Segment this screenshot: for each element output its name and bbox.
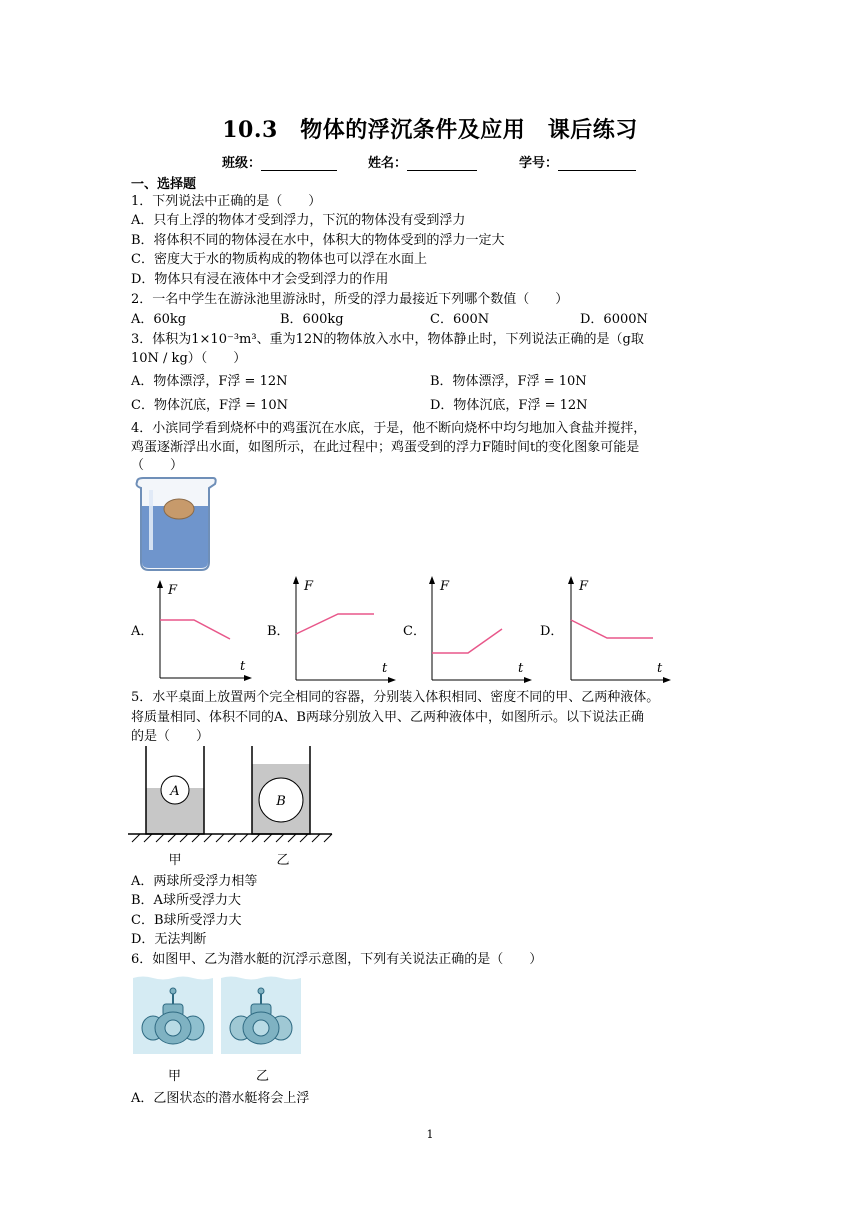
q5-stem-line1: 5．水平桌面上放置两个完全相同的容器，分别装入体积相同、密度不同的甲、乙两种液体。 <box>131 690 660 705</box>
q6-option-a: A．乙图状态的潜水艇将会上浮 <box>131 1091 310 1106</box>
q1-option-b: B．将体积不同的物体浸在水中，体积大的物体受到的浮力一定大 <box>131 233 505 248</box>
q2-option-a: A．60kg <box>131 312 187 327</box>
egg <box>164 499 194 519</box>
q1-option-c: C．密度大于水的物质构成的物体也可以浮在水面上 <box>131 252 427 267</box>
graph-d-y-arrow <box>568 576 574 584</box>
q5-stem-line3: 的是（ ） <box>131 729 210 744</box>
graph-c-t-label: t <box>518 661 524 676</box>
label-jia-q5: 甲 <box>168 853 182 868</box>
graph-c-y-arrow <box>429 576 435 584</box>
id-field <box>519 152 636 171</box>
q5-option-c: C．B球所受浮力大 <box>131 913 242 928</box>
graph-b-t-label: t <box>382 661 388 676</box>
graph-a-t-label: t <box>240 659 246 674</box>
q6-label-yi: 乙 <box>256 1069 270 1084</box>
id-blank <box>558 156 636 171</box>
containers-figure <box>128 744 334 870</box>
graph-b <box>288 574 398 684</box>
periscope-top-yi <box>258 988 264 994</box>
q4-stem-line2: 鸡蛋逐渐浮出水面，如图所示，在此过程中；鸡蛋受到的浮力F随时间t的变化图象可能是 <box>131 440 640 455</box>
q4-option-d-label: D． <box>540 624 564 639</box>
q2-option-b: B．600kg <box>280 312 344 327</box>
page-number: 1 <box>426 1128 434 1141</box>
q3-option-b: B．物体漂浮，F浮 = 10N <box>430 374 587 389</box>
graph-d-t-label: t <box>657 661 663 676</box>
graph-d-curve <box>571 620 653 638</box>
porthole-jia <box>165 1020 181 1036</box>
graph-b-curve <box>296 614 374 634</box>
graph-d-f-label: F <box>579 579 589 594</box>
class-label: 班级： <box>222 156 262 171</box>
q4-option-a-label: A． <box>131 624 154 639</box>
graph-c-x-arrow <box>524 677 532 683</box>
class-field <box>222 152 337 171</box>
table-hatching <box>132 834 332 842</box>
graph-a-f-label: F <box>168 583 178 598</box>
graph-c-f-label: F <box>440 579 450 594</box>
class-blank <box>261 156 337 171</box>
porthole-yi <box>253 1020 269 1036</box>
q3-option-c: C．物体沉底，F浮 = 10N <box>131 398 289 413</box>
submarine-yi <box>221 972 301 1056</box>
id-label: 学号： <box>519 156 559 171</box>
q6-stem: 6．如图甲、乙为潜水艇的沉浮示意图，下列有关说法正确的是（ ） <box>131 952 543 967</box>
q3-option-d: D．物体沉底，F浮 = 12N <box>430 398 588 413</box>
q6-label-jia: 甲 <box>168 1069 182 1084</box>
graph-d <box>563 574 673 684</box>
ball-a-label: A <box>170 784 180 799</box>
section-heading: 一、选择题 <box>131 177 197 192</box>
name-field <box>368 152 477 171</box>
q2-stem: 2．一名中学生在游泳池里游泳时，所受的浮力最接近下列哪个数值（ ） <box>131 292 569 307</box>
graph-a-y-arrow <box>157 580 163 588</box>
q4-stem-line3: （ ） <box>131 458 184 473</box>
name-label: 姓名： <box>368 156 408 171</box>
q3-stem-line2: 10N / kg）（ ） <box>131 351 247 366</box>
periscope-top-jia <box>170 988 176 994</box>
ball-b-label: B <box>276 794 286 809</box>
q5-stem-line2: 将质量相同、体积不同的A、B两球分别放入甲、乙两种液体中，如图所示。以下说法正确 <box>131 710 644 725</box>
q5-option-a: A．两球所受浮力相等 <box>131 874 258 889</box>
q3-option-a: A．物体漂浮，F浮 = 12N <box>131 374 288 389</box>
graph-a <box>152 578 254 682</box>
q3-stem-line1: 3．体积为1×10⁻³m³、重为12N的物体放入水中，物体静止时，下列说法正确的是（g取 <box>131 332 644 347</box>
submarine-jia <box>133 972 213 1056</box>
beaker-figure <box>131 476 219 572</box>
beaker-highlight <box>149 490 153 550</box>
graph-a-x-arrow <box>244 675 252 681</box>
graph-a-curve <box>160 620 230 639</box>
q4-stem-line1: 4．小滨同学看到烧杯中的鸡蛋沉在水底，于是，他不断向烧杯中均匀地加入食盐并搅拌， <box>131 421 647 436</box>
graph-b-f-label: F <box>304 579 314 594</box>
page-title: 10.3 物体的浮沉条件及应用 课后练习 <box>222 117 638 143</box>
q2-option-d: D．6000N <box>580 312 648 327</box>
q5-option-b: B．A球所受浮力大 <box>131 893 241 908</box>
q4-option-b-label: B． <box>267 624 290 639</box>
graph-b-y-arrow <box>293 576 299 584</box>
label-yi-q5: 乙 <box>276 853 290 868</box>
graph-c <box>424 574 534 684</box>
name-blank <box>407 156 477 171</box>
q4-option-c-label: C． <box>403 624 426 639</box>
graph-b-x-arrow <box>388 677 396 683</box>
q5-option-d: D．无法判断 <box>131 932 207 947</box>
q1-option-d: D．物体只有浸在液体中才会受到浮力的作用 <box>131 272 389 287</box>
graph-d-x-arrow <box>663 677 671 683</box>
graph-c-curve <box>432 629 502 653</box>
q2-option-c: C．600N <box>430 312 490 327</box>
q1-stem: 1．下列说法中正确的是（ ） <box>131 194 322 209</box>
q1-option-a: A．只有上浮的物体才受到浮力，下沉的物体没有受到浮力 <box>131 213 466 228</box>
